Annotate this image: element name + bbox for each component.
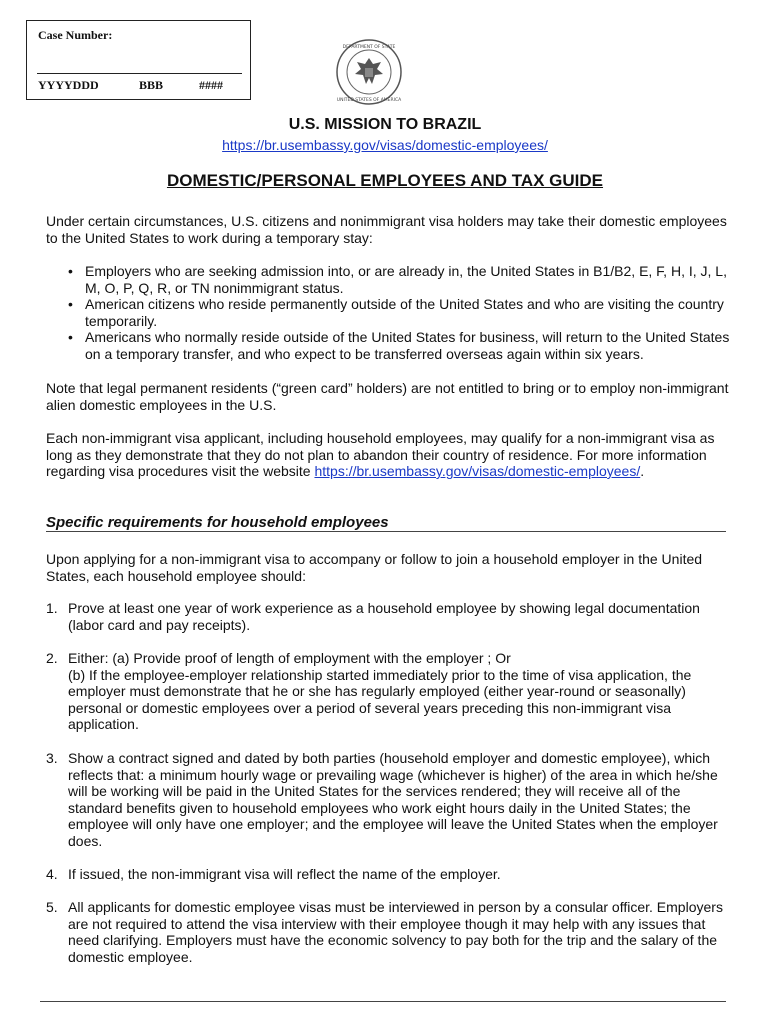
bullet-dot: • — [68, 296, 73, 312]
case-number-box — [26, 20, 251, 100]
requirement-2 — [46, 650, 736, 733]
department-of-state-seal-icon — [335, 38, 403, 106]
section-divider — [46, 531, 726, 532]
domestic-employees-link[interactable]: https://br.usembassy.gov/visas/domestic-employees/ — [314, 463, 641, 479]
section-heading: Specific requirements for household employees — [46, 514, 389, 531]
requirement-text: If issued, the non-immigrant visa will reflect the name of the employer. — [68, 866, 501, 882]
page-title: DOMESTIC/PERSONAL EMPLOYEES AND TAX GUIDE — [166, 171, 604, 190]
bullet-dot: • — [68, 263, 73, 279]
requirement-number: 4. — [46, 866, 58, 882]
bullet-text: Americans who normally reside outside of the United States for business, will return to the United States on a temporary transfer, and who expect to be transferred overseas again within six years. — [85, 329, 730, 362]
visa-eligibility-paragraph — [46, 430, 734, 480]
mission-url-line — [0, 137, 770, 153]
eligibility-text: Each non-immigrant visa applicant, including household employees, may qualify for a non-immigrant visa as long as they demonstrate that they do not plan to abandon their country of residence. For more information regarding visa procedures visit the website — [46, 430, 715, 479]
requirement-5 — [46, 899, 736, 965]
section-intro: Upon applying for a non-immigrant visa to accompany or follow to join a household employer in the United States, each household employee should: — [46, 551, 703, 584]
case-format-year: YYYYDDD — [38, 78, 99, 92]
requirement-3 — [46, 750, 736, 849]
requirement-number: 1. — [46, 600, 58, 616]
requirement-text: Show a contract signed and dated by both parties (household employer and domestic employee), which reflects that: a minimum hourly wage or prevailing wage (whichever is higher) of the area in which he/she will be working will be paid in the United States for the services rendered; they will receive all of the standard benefits given to household employees who work eight hours daily in the United States; the employee will only have one employer; and the employee will leave the United States when the employer does. — [68, 750, 718, 849]
requirement-number: 3. — [46, 750, 58, 766]
bullet-list — [46, 263, 736, 362]
list-item — [46, 296, 736, 329]
intro-paragraph: Under certain circumstances, U.S. citizens and nonimmigrant visa holders may take their domestic employees to the United States to work during a temporary stay: — [46, 213, 727, 246]
requirement-text: Prove at least one year of work experience as a household employee by showing legal documentation (labor card and pay receipts). — [68, 600, 700, 633]
case-number-label: Case Number: — [38, 28, 113, 42]
requirement-1 — [46, 600, 736, 633]
bullet-text: Employers who are seeking admission into, or are already in, the United States in B1/B2, E, F, H, I, J, L, M, O, P, Q, R, or TN nonimmigrant status. — [85, 263, 727, 296]
mission-title: U.S. MISSION TO BRAZIL — [288, 116, 482, 133]
requirement-first-line: Either: (a) Provide proof of length of employment with the employer ; Or — [68, 650, 511, 666]
svg-text:UNITED STATES OF AMERICA: UNITED STATES OF AMERICA — [336, 98, 402, 103]
requirement-number: 5. — [46, 899, 58, 915]
bullet-dot: • — [68, 329, 73, 345]
case-number-line — [37, 73, 242, 74]
bullet-text: American citizens who reside permanently outside of the United States and who are visiting the country temporarily. — [85, 296, 724, 329]
list-item — [46, 329, 736, 362]
eligibility-end: . — [640, 463, 645, 479]
green-card-note: Note that legal permanent residents (“green card” holders) are not entitled to bring or to employ non-immigrant alien domestic employees in the U.S. — [46, 380, 729, 413]
case-format-number: #### — [199, 78, 223, 92]
mission-url-link[interactable]: https://br.usembassy.gov/visas/domestic-employees/ — [222, 137, 548, 153]
svg-text:DEPARTMENT OF STATE: DEPARTMENT OF STATE — [342, 45, 396, 50]
list-item — [46, 263, 736, 296]
requirement-text: (b) If the employee-employer relationship started immediately prior to the time of visa application, the employer must demonstrate that he or she has regularly employed (either year-round or seasonally) personal or domestic employees over a period of several years preceding this non-immigrant visa application. — [68, 666, 692, 732]
footer-divider — [40, 1001, 726, 1002]
requirement-text: All applicants for domestic employee visas must be interviewed in person by a consular officer. Employers are not required to attend the visa interview with their employee though it may help with any issues that need clarifying. Employers must have the economic solvency to pay both for the trip and the salary of the domestic employee. — [68, 899, 723, 965]
requirement-4 — [46, 866, 736, 883]
case-format-code: BBB — [139, 78, 164, 92]
requirement-number: 2. — [46, 650, 58, 666]
